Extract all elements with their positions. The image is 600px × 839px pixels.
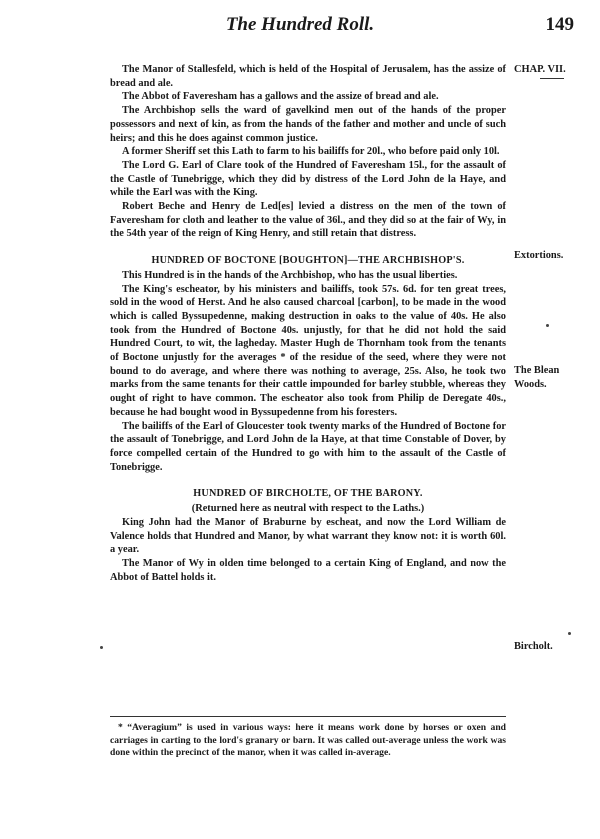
paragraph: Robert Beche and Henry de Led[es] levied a distress on the men of the town of Faveresham for cloth and leather to the value of 36l., and they did so at the fair of Wy, in the 54th year of the reign of King Henry, and still retain that distress. (110, 201, 506, 240)
margin-note-blean-woods: The Blean Woods. (514, 365, 560, 390)
stray-mark (568, 632, 571, 635)
footnote-rule (110, 716, 506, 717)
paragraph: The King's escheator, by his ministers and bailiffs, took 57s. 6d. for ten great trees, sold in the wood of Herst. And he also caused charcoal [carbon], to be made in the wood which is called Byssupedenne, making destruction in oaks to the value of 40s. He also took from the Hundred of Boctone 40s. unjustly, for that he did not hold the said Hundred Court, to wit, the lagheday. Master Hugh de Thornham took from the tenants of Boctone unjustly for the averages * of the residue of the seed, where they were not bound to do average, and where there was nothing to average, 25s. Also, he took two marks from the same tenants for their cattle impounded for barley stubble, whereas they ought of right to have common. The escheator also took from Philip de Deregate 40s., because he had bought wood in Byssupedenne from his foresters. (110, 283, 506, 418)
footnote: * “Averagium” is used in various ways: here it means work done by horses or oxen and carriages in carting to the lord's granary or barn. It was called out-average unless the work was done within the precinct of the manor, when it was called in-average. (110, 722, 506, 759)
margin-note-extortions: Extortions. (514, 250, 564, 261)
section-heading-bircholte: HUNDRED OF BIRCHOLTE, OF THE BARONY. (193, 488, 423, 500)
body-text (110, 63, 506, 584)
paragraph: The bailiffs of the Earl of Gloucester took twenty marks of the Hundred of Boctone for the assault of Tonebrigge, and Lord John de la Haye, at that time Constable of Dover, by force compelled certain of the Hundred to go with him to the assault of the Castle of Tonebrigge. (110, 420, 506, 473)
section-subheading-bircholte: (Returned here as neutral with respect to the Laths.) (191, 503, 425, 515)
paragraph: This Hundred is in the hands of the Archbishop, who has the usual liberties. (122, 269, 458, 281)
paragraph: The Manor of Stallesfeld, which is held of the Hospital of Jerusalem, has the assize of bread and ale. (110, 64, 506, 89)
paragraph: King John had the Manor of Braburne by escheat, and now the Lord William de Valence holds that Hundred and Manor, by what warrant they know not: it is worth 60l. a year. (110, 516, 506, 556)
section-heading-boctone: HUNDRED OF BOCTONE [BOUGHTON]—THE ARCHBISHOP'S. (151, 255, 465, 267)
margin-note-chapter: CHAP. VII. (514, 64, 566, 75)
running-title: The Hundred Roll. (225, 14, 375, 35)
page-header (0, 14, 600, 42)
margin-note-bircholt: Bircholt. (514, 641, 553, 652)
paragraph: A former Sheriff set this Lath to farm to his bailiffs for 20l., who before paid only 10l. (122, 146, 500, 158)
paragraph: The Abbot of Faveresham has a gallows and the assize of bread and ale. (122, 91, 439, 103)
stray-mark (100, 646, 103, 649)
paragraph: The Archbishop sells the ward of gavelkind men out of the hands of the proper possessors and next of kin, as from the hands of the father and mother and uncle of such heirs; and this he does against common justice. (110, 105, 506, 144)
paragraph: The Lord G. Earl of Clare took of the Hundred of Faveresham 15l., for the assault of the Castle of Tunebrigge, which they did by distress of the Lord John de la Haye, and while the Earl was with the King. (110, 159, 506, 199)
footnotes (110, 722, 506, 760)
paragraph: The Manor of Wy in olden time belonged to a certain King of England, and now the Abbot of Battel holds it. (110, 557, 506, 583)
chapter-rule (540, 78, 564, 79)
page-number: 149 (545, 14, 574, 35)
stray-mark (546, 324, 549, 327)
